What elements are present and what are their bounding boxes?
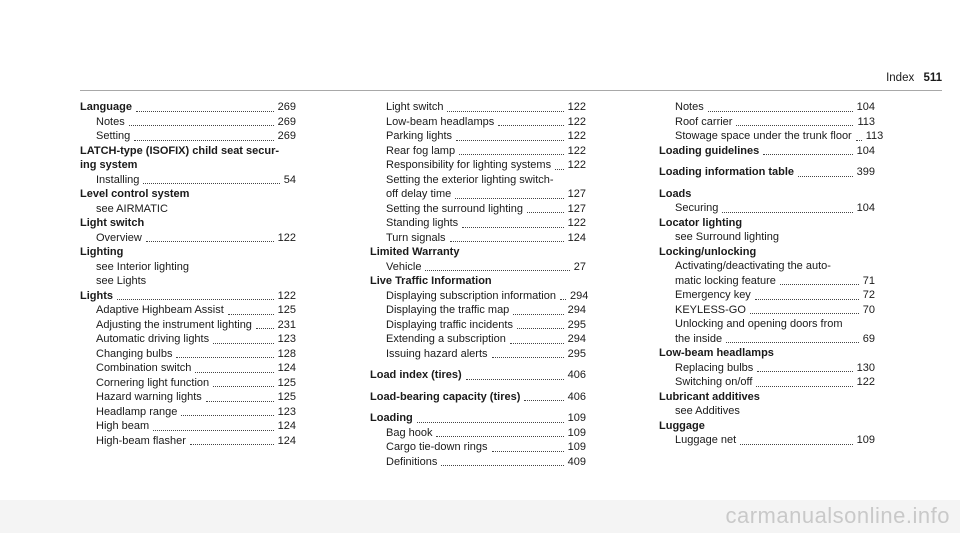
index-heading[interactable] — [370, 390, 586, 405]
index-subentry[interactable] — [659, 375, 875, 390]
entry-gap — [659, 158, 875, 165]
index-subentry — [659, 404, 875, 419]
entry-label: Emergency key — [675, 289, 751, 301]
page-reference[interactable]: 231 — [277, 318, 296, 331]
index-heading — [80, 144, 296, 159]
entry-label: Luggage net — [675, 434, 737, 446]
entry-label: Standing lights — [386, 217, 459, 229]
dot-leader — [722, 211, 852, 213]
entry-label: see Interior lighting — [96, 260, 189, 273]
dot-leader — [425, 269, 569, 271]
index-heading — [80, 245, 296, 260]
page-reference[interactable]: 104 — [856, 202, 875, 214]
dot-leader — [498, 124, 563, 126]
entry-label: see Surround lighting — [675, 231, 779, 243]
page-reference[interactable]: 269 — [277, 130, 296, 142]
entry-label: Adaptive Highbeam Assist — [96, 304, 224, 316]
dot-leader — [213, 385, 274, 387]
dot-leader — [736, 124, 853, 126]
entry-label: Language — [80, 101, 132, 113]
index-subentry[interactable] — [370, 100, 586, 115]
index-heading — [659, 216, 875, 231]
dot-leader — [117, 298, 274, 300]
index-subentry[interactable] — [370, 426, 586, 441]
dot-leader — [555, 168, 564, 170]
page-reference[interactable]: 70 — [862, 303, 875, 316]
entry-label: Automatic driving lights — [96, 333, 210, 345]
page-reference[interactable]: 406 — [567, 369, 586, 381]
index-subentry[interactable] — [80, 129, 296, 144]
page-reference[interactable]: 269 — [277, 115, 296, 128]
entry-label: Loading information table — [659, 166, 795, 178]
dot-leader — [441, 464, 563, 466]
entry-label: Adjusting the instrument lighting — [96, 318, 252, 331]
entry-label: Bag hook — [386, 426, 433, 439]
entry-label: Live Traffic Information — [370, 275, 492, 287]
dot-leader — [510, 342, 564, 344]
page-reference[interactable]: 269 — [277, 101, 296, 113]
index-heading[interactable] — [370, 411, 586, 426]
index-heading — [659, 390, 875, 405]
entry-label: Installing — [96, 173, 140, 186]
entry-label: High-beam flasher — [96, 434, 186, 447]
entry-label: Loading guidelines — [659, 144, 760, 157]
entry-label: Hazard warning lights — [96, 391, 202, 403]
entry-label: Displaying traffic incidents — [386, 318, 513, 331]
page-reference[interactable]: 122 — [277, 289, 296, 302]
page-reference[interactable]: 295 — [567, 318, 586, 331]
entry-label: see Lights — [96, 275, 147, 287]
page-number: 511 — [923, 72, 942, 84]
dot-leader — [206, 400, 274, 402]
page-reference[interactable]: 71 — [862, 274, 875, 287]
index-subentry[interactable] — [370, 202, 586, 217]
page-reference[interactable]: 122 — [567, 217, 586, 229]
dot-leader — [524, 399, 563, 401]
page-reference[interactable]: 125 — [277, 376, 296, 389]
page-reference[interactable]: 128 — [277, 347, 296, 360]
index-subentry[interactable] — [370, 216, 586, 231]
index-subentry[interactable] — [659, 115, 875, 130]
dot-leader — [450, 240, 564, 242]
entry-gap — [370, 404, 586, 411]
index-subentry[interactable] — [659, 129, 884, 144]
index-subentry[interactable] — [80, 361, 296, 376]
entry-label: Changing bulbs — [96, 347, 173, 360]
index-heading[interactable] — [80, 100, 296, 115]
index-heading — [370, 274, 586, 289]
index-column-3 — [659, 100, 884, 448]
entry-gap — [370, 361, 586, 368]
index-subentry[interactable] — [80, 390, 296, 405]
index-heading[interactable] — [659, 165, 875, 180]
index-subentry[interactable] — [80, 434, 296, 449]
page-reference[interactable]: 109 — [567, 441, 586, 453]
entry-label: Setting the exterior lighting switch- — [386, 173, 554, 186]
entry-label: matic locking feature — [675, 274, 776, 287]
dot-leader — [228, 313, 274, 315]
index-subentry[interactable] — [659, 100, 875, 115]
page-reference[interactable]: 409 — [567, 455, 586, 468]
page-reference[interactable]: 130 — [856, 361, 875, 374]
page-reference[interactable]: 127 — [567, 202, 586, 215]
dot-leader — [780, 283, 859, 285]
entry-label: Stowage space under the trunk floor — [675, 130, 852, 142]
index-heading[interactable] — [659, 144, 875, 159]
page-reference[interactable]: 109 — [856, 434, 875, 446]
entry-label: Notes — [96, 115, 125, 128]
entry-label: Low-beam headlamps — [659, 347, 774, 359]
dot-leader — [129, 124, 274, 126]
entry-label: Securing — [675, 202, 719, 214]
index-subentry[interactable] — [370, 158, 586, 173]
entry-label: Setting the surround lighting — [386, 202, 523, 215]
index-subentry[interactable] — [370, 289, 589, 304]
entry-label: ing system — [80, 159, 138, 171]
dot-leader — [136, 110, 274, 112]
index-subentry[interactable] — [80, 419, 296, 434]
entry-gap — [370, 383, 586, 390]
index-subentry[interactable] — [370, 115, 586, 130]
entry-label: off delay time — [386, 188, 452, 200]
page-reference[interactable]: 123 — [277, 405, 296, 418]
index-subentry[interactable] — [659, 201, 875, 216]
page-reference[interactable]: 125 — [277, 391, 296, 403]
index-subentry — [659, 317, 875, 332]
entry-label: Low-beam headlamps — [386, 115, 495, 128]
page-reference[interactable]: 127 — [567, 188, 586, 200]
page-header — [814, 72, 942, 84]
entry-label: Locking/unlocking — [659, 245, 757, 258]
dot-leader — [513, 313, 563, 315]
index-subentry[interactable] — [370, 347, 586, 362]
entry-label: Responsibility for lighting systems — [386, 159, 552, 171]
dot-leader — [466, 378, 564, 380]
index-subentry — [80, 260, 296, 275]
dot-leader — [436, 435, 563, 437]
page-reference[interactable]: 122 — [567, 130, 586, 142]
entry-label: Overview — [96, 231, 142, 244]
dot-leader — [755, 298, 859, 300]
index-heading — [80, 187, 296, 202]
dot-leader — [134, 139, 273, 141]
entry-label: Roof carrier — [675, 115, 733, 128]
page-reference[interactable]: 124 — [277, 362, 296, 374]
dot-leader — [740, 443, 852, 445]
dot-leader — [195, 371, 273, 373]
entry-label: Load index (tires) — [370, 369, 462, 381]
entry-label: Cornering light function — [96, 376, 210, 389]
dot-leader — [492, 356, 564, 358]
section-title: Index — [886, 72, 915, 84]
dot-leader — [459, 153, 564, 155]
entry-label: Light switch — [80, 217, 145, 229]
entry-label: the inside — [675, 332, 723, 345]
page-reference[interactable]: 124 — [277, 434, 296, 447]
dot-leader — [560, 298, 566, 300]
index-heading — [659, 346, 875, 361]
index-subentry — [370, 173, 586, 188]
index-subentry[interactable] — [370, 187, 586, 202]
entry-label: Vehicle — [386, 260, 422, 273]
dot-leader — [190, 443, 274, 445]
index-heading[interactable] — [80, 289, 296, 304]
index-subentry[interactable] — [80, 376, 296, 391]
entry-label: Light switch — [386, 101, 444, 113]
index-subentry[interactable] — [80, 115, 296, 130]
index-column-1 — [80, 100, 296, 448]
index-subentry[interactable] — [80, 318, 296, 333]
page-reference[interactable]: 406 — [567, 390, 586, 403]
entry-label: Limited Warranty — [370, 246, 460, 258]
entry-label: Displaying the traffic map — [386, 304, 510, 316]
dot-leader — [146, 240, 274, 242]
entry-label: Load-bearing capacity (tires) — [370, 390, 521, 403]
index-subentry[interactable] — [659, 288, 875, 303]
index-heading[interactable] — [370, 368, 586, 383]
dot-leader — [462, 226, 563, 228]
page-reference[interactable]: 109 — [567, 412, 586, 424]
page-reference[interactable]: 122 — [277, 231, 296, 244]
index-heading — [80, 216, 296, 231]
index-subentry[interactable] — [370, 144, 586, 159]
page-reference[interactable]: 124 — [567, 231, 586, 244]
dot-leader — [417, 421, 564, 423]
entry-label: see AIRMATIC — [96, 202, 168, 215]
dot-leader — [492, 450, 564, 452]
dot-leader — [153, 429, 273, 431]
index-subentry[interactable] — [370, 440, 586, 455]
entry-label: LATCH-type (ISOFIX) child seat secur- — [80, 144, 280, 157]
index-subentry[interactable] — [370, 260, 586, 275]
entry-label: KEYLESS-GO — [675, 303, 746, 316]
dot-leader — [750, 312, 859, 314]
entry-label: Displaying subscription information — [386, 289, 556, 302]
index-subentry[interactable] — [659, 303, 875, 318]
page-reference[interactable]: 294 — [569, 289, 589, 302]
dot-leader — [856, 139, 862, 141]
entry-label: Parking lights — [386, 130, 453, 142]
dot-leader — [176, 356, 273, 358]
dot-leader — [757, 370, 852, 372]
index-subentry — [659, 230, 875, 245]
dot-leader — [447, 110, 563, 112]
index-subentry[interactable] — [80, 231, 296, 246]
entry-label: Switching on/off — [675, 376, 753, 388]
entry-label: Definitions — [386, 455, 438, 468]
index-column-2 — [370, 100, 589, 469]
entry-label: Cargo tie-down rings — [386, 441, 488, 453]
dot-leader — [256, 327, 274, 329]
entry-label: Notes — [675, 101, 704, 113]
entry-label: Lights — [80, 289, 113, 302]
entry-label: High beam — [96, 420, 150, 432]
entry-label: Level control system — [80, 188, 190, 200]
entry-label: Replacing bulbs — [675, 361, 754, 374]
entry-label: Unlocking and opening doors from — [675, 318, 843, 330]
entry-label: Loads — [659, 187, 692, 200]
entry-gap — [659, 180, 875, 187]
dot-leader — [527, 211, 564, 213]
index-heading — [659, 419, 875, 434]
page-reference[interactable]: 113 — [865, 130, 884, 142]
index-heading — [659, 187, 875, 202]
entry-label: Setting — [96, 130, 131, 142]
index-subentry[interactable] — [370, 332, 586, 347]
page-reference[interactable]: 54 — [283, 173, 296, 186]
index-heading — [80, 158, 296, 173]
page-reference[interactable]: 124 — [277, 420, 296, 432]
entry-label: Luggage — [659, 419, 705, 432]
page-reference[interactable]: 123 — [277, 333, 296, 345]
entry-label: Issuing hazard alerts — [386, 347, 488, 360]
index-subentry[interactable] — [370, 231, 586, 246]
index-subentry — [659, 259, 875, 274]
dot-leader — [456, 139, 564, 141]
watermark-text: carmanualsonline.info — [725, 503, 950, 528]
dot-leader — [763, 153, 852, 155]
page-reference[interactable]: 104 — [856, 101, 875, 113]
dot-leader — [726, 341, 859, 343]
dot-leader — [455, 197, 563, 199]
entry-label: see Additives — [675, 405, 740, 417]
index-heading — [370, 245, 586, 260]
entry-label: Combination switch — [96, 362, 192, 374]
entry-label: Headlamp range — [96, 405, 178, 418]
page-reference[interactable]: 69 — [862, 332, 875, 345]
page-reference[interactable]: 294 — [567, 304, 586, 316]
entry-label: Loading — [370, 412, 413, 424]
index-subentry[interactable] — [80, 347, 296, 362]
header-rule — [80, 90, 942, 91]
dot-leader — [517, 327, 564, 329]
page-reference[interactable]: 122 — [567, 115, 586, 128]
page-reference[interactable]: 109 — [567, 426, 586, 439]
index-subentry[interactable] — [659, 332, 875, 347]
index-subentry[interactable] — [370, 129, 586, 144]
dot-leader — [756, 385, 852, 387]
index-subentry[interactable] — [370, 455, 586, 470]
page-reference[interactable]: 125 — [277, 304, 296, 316]
index-subentry[interactable] — [659, 433, 875, 448]
page-reference[interactable]: 122 — [856, 376, 875, 388]
index-subentry[interactable] — [80, 303, 296, 318]
index-subentry — [80, 202, 296, 217]
page-reference[interactable]: 104 — [856, 144, 875, 157]
page-reference[interactable]: 295 — [567, 347, 586, 360]
dot-leader — [181, 414, 273, 416]
dot-leader — [708, 110, 853, 112]
dot-leader — [213, 342, 274, 344]
entry-label: Rear fog lamp — [386, 144, 456, 157]
index-subentry[interactable] — [659, 274, 875, 289]
page-reference[interactable]: 122 — [567, 159, 586, 171]
index-subentry[interactable] — [80, 332, 296, 347]
index-heading — [659, 245, 875, 260]
entry-label: Extending a subscription — [386, 333, 506, 345]
dot-leader — [143, 182, 279, 184]
entry-label: Turn signals — [386, 231, 446, 244]
entry-label: Activating/deactivating the auto- — [675, 260, 831, 272]
page-reference[interactable]: 399 — [856, 166, 875, 178]
index-subentry[interactable] — [370, 318, 586, 333]
index-subentry[interactable] — [659, 361, 875, 376]
entry-label: Locator lighting — [659, 216, 743, 229]
page-reference[interactable]: 72 — [862, 289, 875, 301]
page-reference[interactable]: 27 — [573, 260, 586, 273]
index-subentry[interactable] — [80, 405, 296, 420]
page-reference[interactable]: 122 — [567, 144, 586, 157]
index-subentry — [80, 274, 296, 289]
entry-label: Lubricant additives — [659, 390, 760, 403]
index-subentry[interactable] — [370, 303, 586, 318]
page-reference[interactable]: 294 — [567, 333, 586, 345]
entry-label: Lighting — [80, 246, 124, 258]
page-reference[interactable]: 113 — [857, 115, 875, 128]
page-reference[interactable]: 122 — [567, 101, 586, 113]
dot-leader — [798, 175, 853, 177]
index-subentry[interactable] — [80, 173, 296, 188]
